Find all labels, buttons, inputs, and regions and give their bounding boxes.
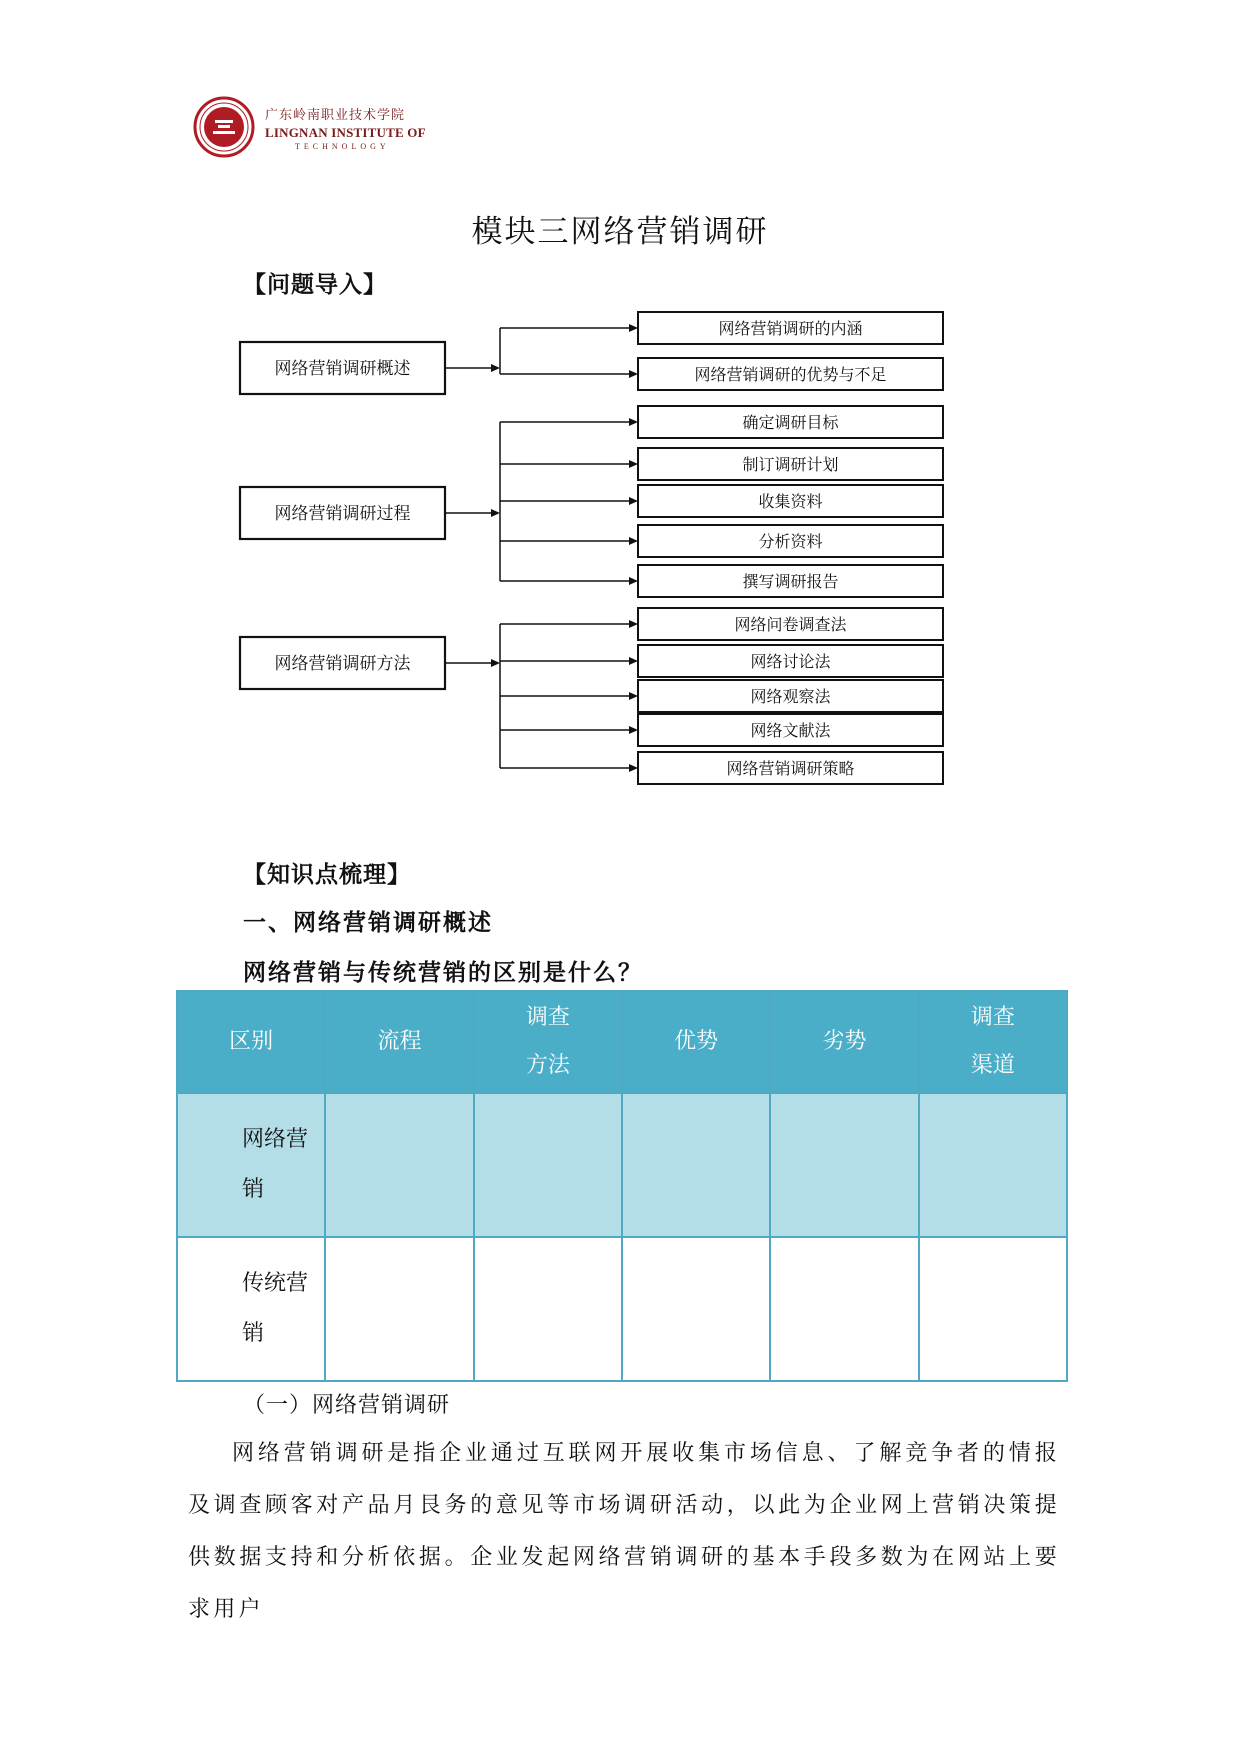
table-cell	[622, 1237, 770, 1381]
row-label-traditional: 传统营销	[177, 1237, 325, 1381]
table-cell	[474, 1237, 622, 1381]
diagram-category-label: 网络营销调研概述	[274, 359, 411, 379]
diagram-item-label: 网络文献法	[750, 721, 831, 740]
table-header: 劣势	[770, 991, 918, 1093]
diagram-item-label: 撰写调研报告	[742, 572, 839, 591]
table-cell	[325, 1093, 473, 1237]
table-cell	[919, 1093, 1067, 1237]
table-header: 优势	[622, 991, 770, 1093]
table-cell	[474, 1093, 622, 1237]
marketing-comparison-table	[176, 990, 1068, 1382]
body-paragraph: 网络营销调研是指企业通过互联网开展收集市场信息、了解竞争者的情报及调查顾客对产品月艮务的意见等市场调研活动，以此为企业网上营销决策提供数据支持和分析依据。企业发起网络营销调研的基本手段多数为在网站上要求用户	[188, 1441, 1060, 1622]
table-header: 流程	[325, 991, 473, 1093]
diagram-category-label: 网络营销调研过程	[274, 504, 411, 524]
logo-chinese-name: 广东岭南职业技术学院	[265, 108, 406, 123]
institute-seal-icon	[193, 96, 255, 158]
diagram-item-label: 制订调研计划	[742, 455, 839, 474]
table-header: 调查渠道	[919, 991, 1067, 1093]
section-heading-overview: 一、网络营销调研概述	[243, 910, 493, 936]
diagram-item-label: 确定调研目标	[742, 413, 839, 432]
table-cell	[770, 1093, 918, 1237]
diagram-item-label: 网络营销调研策略	[726, 759, 855, 778]
table-header: 区别	[177, 991, 325, 1093]
diagram-item-label: 网络问卷调查法	[734, 615, 847, 634]
diagram-item-label: 网络营销调研的优势与不足	[694, 365, 887, 384]
diagram-item-label: 收集资料	[758, 492, 823, 511]
logo-english-name: LINGNAN INSTITUTE OF	[265, 125, 426, 140]
table-cell	[622, 1093, 770, 1237]
research-overview-diagram	[220, 300, 1000, 810]
table-row	[177, 1093, 1067, 1237]
row-label-online: 网络营销	[177, 1093, 325, 1237]
diagram-item-label: 网络营销调研的内涵	[718, 319, 863, 338]
diagram-category-label: 网络营销调研方法	[274, 654, 411, 674]
knowledge-section-label: 【知识点梳理】	[243, 862, 411, 888]
intro-section-label: 【问题导入】	[243, 272, 387, 298]
institute-logo	[193, 96, 433, 160]
diagram-item-label: 分析资料	[758, 532, 823, 551]
logo-english-subname: TECHNOLOGY	[295, 142, 390, 151]
diagram-item-label: 网络讨论法	[750, 652, 831, 671]
subsection-heading: （一）网络营销调研	[243, 1393, 451, 1418]
comparison-question: 网络营销与传统营销的区别是什么？	[243, 960, 643, 986]
table-header: 调查方法	[474, 991, 622, 1093]
table-header-row	[177, 991, 1067, 1093]
table-cell	[325, 1237, 473, 1381]
table-cell	[770, 1237, 918, 1381]
diagram-item-label: 网络观察法	[750, 687, 831, 706]
page-title: 模块三网络营销调研	[471, 214, 769, 250]
table-row	[177, 1237, 1067, 1381]
table-cell	[919, 1237, 1067, 1381]
